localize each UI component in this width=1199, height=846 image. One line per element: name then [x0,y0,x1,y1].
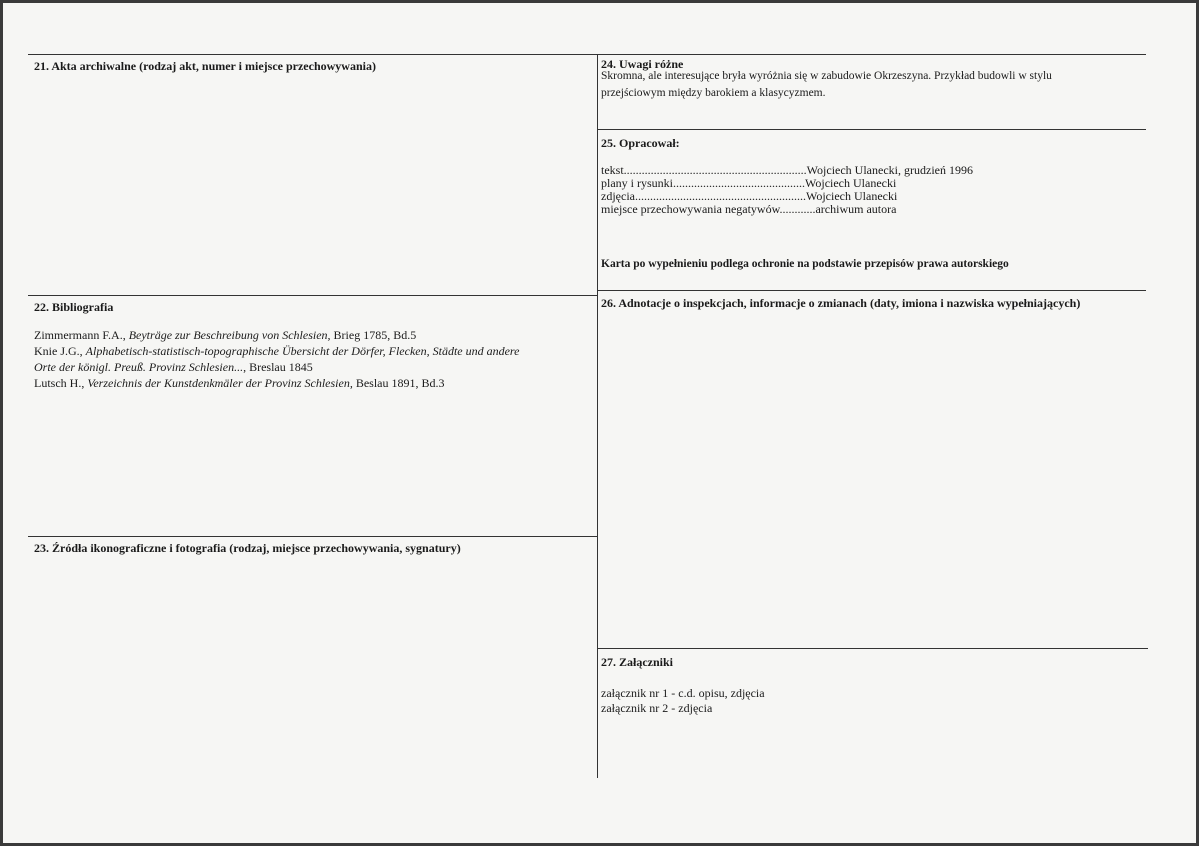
bibliography-entry [34,359,519,375]
rule-25-26 [597,290,1146,291]
bibliography-list [34,327,519,391]
section-24-body-line-2: przejściowym między barokiem a klasycyzmem. [601,87,826,99]
bibliography-entry [34,343,519,359]
rule-26-27 [597,648,1148,649]
rule-21-22 [28,295,598,296]
credit-value: Wojciech Ulanecki, grudzień 1996 [806,163,973,177]
bibliography-publication: Beslau 1891, Bd.3 [352,376,445,390]
section-25-title: 25. Opracował: [601,136,680,150]
rule-24-25 [597,129,1146,130]
attachment-item: załącznik nr 2 - zdjęcia [601,701,713,715]
credit-value: archiwum autora [815,202,897,216]
center-divider [597,54,598,778]
section-24-title: 24. Uwagi różne [601,57,684,71]
credit-role: plany i rysunki............................................ [601,176,805,190]
top-rule [28,54,1146,55]
section-21-title: 21. Akta archiwalne (rodzaj akt, numer i miejsce przechowywania) [34,59,376,73]
attachment-item: załącznik nr 1 - c.d. opisu, zdjęcia [601,686,765,700]
credit-value: Wojciech Ulanecki [805,176,897,190]
bibliography-author: Zimmermann F.A., [34,328,129,342]
credit-role: miejsce przechowywania negatywów............ [601,202,816,216]
section-26-title: 26. Adnotacje o inspekcjach, informacje o zmianach (daty, imiona i nazwiska wypełniających) [601,296,1081,310]
bibliography-author: Lutsch H., [34,376,88,390]
credit-role: zdjęcia......................................................... [601,189,806,203]
rule-22-23 [28,536,598,537]
copyright-notice: Karta po wypełnieniu podlega ochronie na podstawie przepisów prawa autorskiego [601,258,1009,270]
bibliography-title: Alphabetisch-statistisch-topographische Übersicht der Dörfer, Flecken, Städte und andere [85,344,520,358]
bibliography-entry [34,375,519,391]
credit-role: tekst............................................................. [601,163,807,177]
credit-row [601,203,973,216]
bibliography-entry [34,327,519,343]
section-22-title: 22. Bibliografia [34,300,114,314]
bibliography-publication: Brieg 1785, Bd.5 [330,328,417,342]
credit-value: Wojciech Ulanecki [805,189,898,203]
section-24-body-line-1: Skromna, ale interesujące bryła wyróżnia się w zabudowie Okrzeszyna. Przykład budowli w stylu [601,70,1052,82]
credits-list [601,164,973,216]
bibliography-title: Orte der königl. Preuß. Provinz Schlesien... [34,360,244,374]
bibliography-title: Verzeichnis der Kunstdenkmäler der Provinz Schlesien, [87,376,353,390]
bibliography-title: Beyträge zur Beschreibung von Schlesien, [128,328,331,342]
section-23-title: 23. Źródła ikonograficzne i fotografia (rodzaj, miejsce przechowywania, sygnatury) [34,541,461,555]
attachments-list [601,686,765,716]
section-27-title: 27. Załączniki [601,655,674,669]
bibliography-author: Knie J.G., [34,344,86,358]
bibliography-publication: , Breslau 1845 [243,360,313,374]
